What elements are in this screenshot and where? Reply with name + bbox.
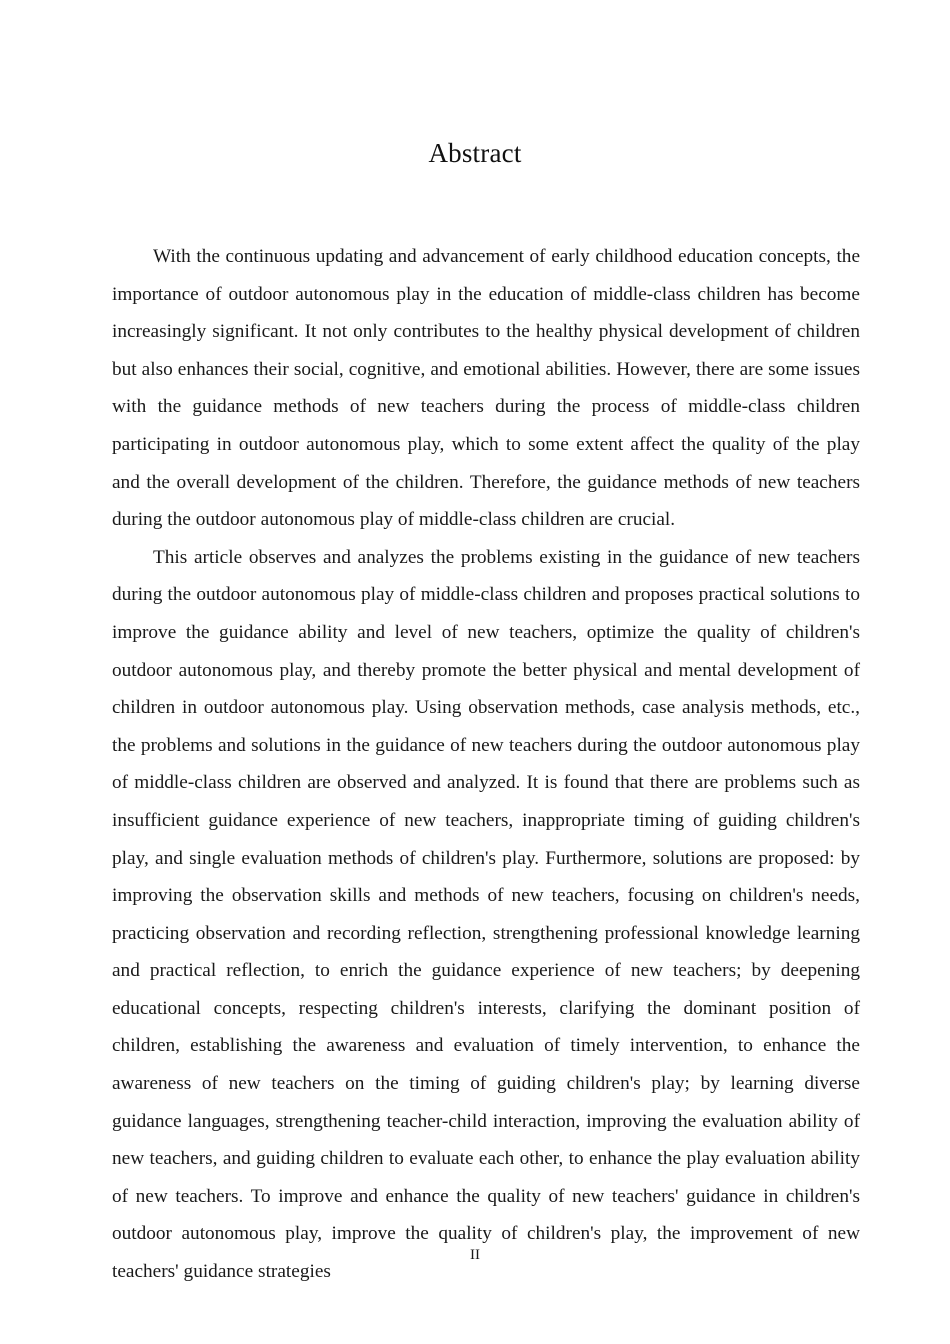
- abstract-paragraph: This article observes and analyzes the problems existing in the guidance of new teachers during the outdoor autonomous play of middle-class children and proposes practical solutions to improve the guidance ability and level of new teachers, optimize the quality of children's outdoor autonomous play, and thereby promote the better physical and mental development of children in outdoor autonomous play. Using observation methods, case analysis methods, etc., the problems and solutions in the guidance of new teachers during the outdoor autonomous play of middle-class children are observed and analyzed. It is found that there are problems such as insufficient guidance experience of new teachers, inappropriate timing of guiding children's play, and single evaluation methods of children's play. Furthermore, solutions are proposed: by improving the observation skills and methods of new teachers, focusing on children's needs, practicing observation and recording reflection, strengthening professional knowledge learning and practical reflection, to enrich the guidance experience of new teachers; by deepening educational concepts, respecting children's interests, clarifying the dominant position of children, establishing the awareness and evaluation of timely intervention, to enhance the awareness of new teachers on the timing of guiding children's play; by learning diverse guidance languages, strengthening teacher-child interaction, improving the evaluation ability of new teachers, and guiding children to evaluate each other, to enhance the play evaluation ability of new teachers. To improve and enhance the quality of new teachers' guidance in children's outdoor autonomous play, improve the quality of children's play, the improvement of new teachers' guidance strategies: [112, 546, 860, 1283]
- page-number: II: [470, 1247, 480, 1263]
- page-title: Abstract: [428, 138, 522, 169]
- abstract-body: [112, 238, 860, 1291]
- abstract-paragraph: With the continuous updating and advancement of early childhood education concepts, the importance of outdoor autonomous play in the education of middle-class children has become increasingly significant. It not only contributes to the healthy physical development of children but also enhances their social, cognitive, and emotional abilities. However, there are some issues with the guidance methods of new teachers during the process of middle-class children participating in outdoor autonomous play, which to some extent affect the quality of the play and the overall development of the children. Therefore, the guidance methods of new teachers during the outdoor autonomous play of middle-class children are crucial.: [112, 246, 860, 531]
- page-footer: [0, 1245, 950, 1265]
